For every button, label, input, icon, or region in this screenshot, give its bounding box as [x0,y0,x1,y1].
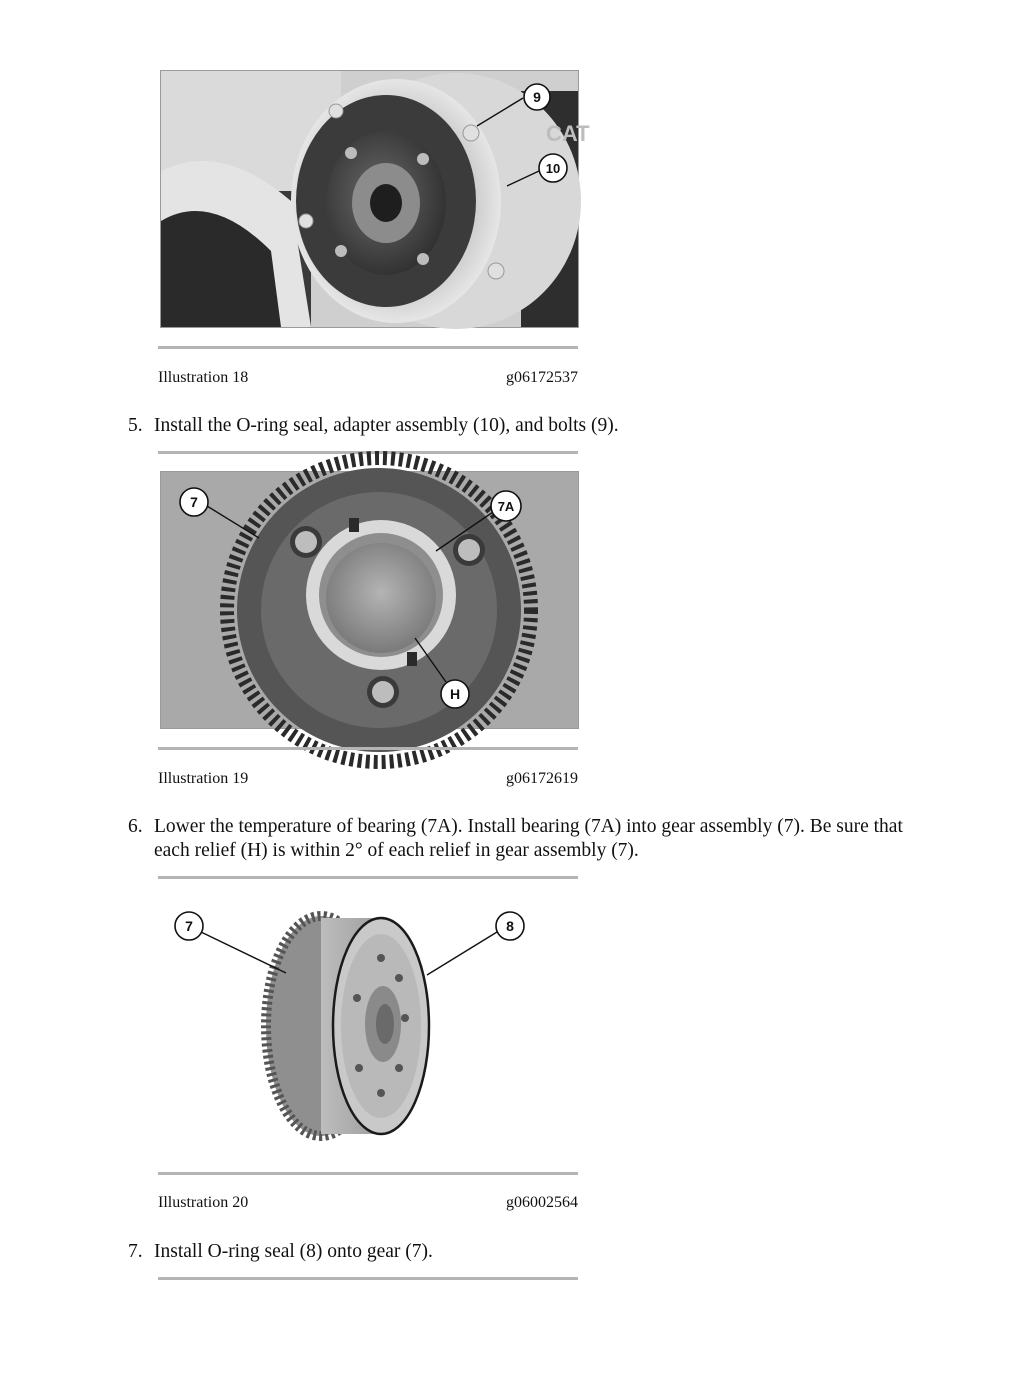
illustration-label: Illustration 19 [158,770,249,787]
illustration-code: g06172619 [506,770,578,787]
callout-h [441,680,469,708]
svg-text:H: H [449,686,461,702]
illustration-label: Illustration 20 [158,1194,249,1211]
callout-7 [175,912,203,940]
illustration-20-image [160,897,579,1155]
illustration-code: g06172537 [506,369,578,386]
callout-9 [524,84,550,110]
caption-rule [158,1172,578,1175]
cat-logo: CAT [546,121,590,146]
svg-text:7A: 7A [497,499,515,514]
callout-7a [491,491,521,521]
callout-10 [539,154,567,182]
section-rule [158,876,578,879]
callout-7 [180,488,208,516]
caption-rule [158,747,578,750]
step-text: Install the O-ring seal, adapter assembly (10), and bolts (9). [154,415,619,436]
caption-rule [158,346,578,349]
svg-text:7: 7 [190,494,198,510]
svg-text:10: 10 [545,161,561,176]
svg-text:7: 7 [185,918,193,934]
step-number: 5. [128,415,143,436]
illustration-label: Illustration 18 [158,369,249,386]
step-text: Lower the temperature of bearing (7A). Install bearing (7A) into gear assembly (7). Be sure that each relief (H) is within 2° of each relief in gear assembly (7). [154,816,903,861]
svg-text:9: 9 [533,89,541,105]
step-text: Install O-ring seal (8) onto gear (7). [154,1241,433,1262]
callout-8 [496,912,524,940]
illustration-19-image [160,471,579,729]
section-rule [158,1277,578,1280]
step-number: 6. [128,816,143,837]
illustration-code: g06002564 [506,1194,578,1211]
svg-text:8: 8 [506,918,514,934]
step-number: 7. [128,1241,143,1262]
illustration-18-image [160,70,590,328]
